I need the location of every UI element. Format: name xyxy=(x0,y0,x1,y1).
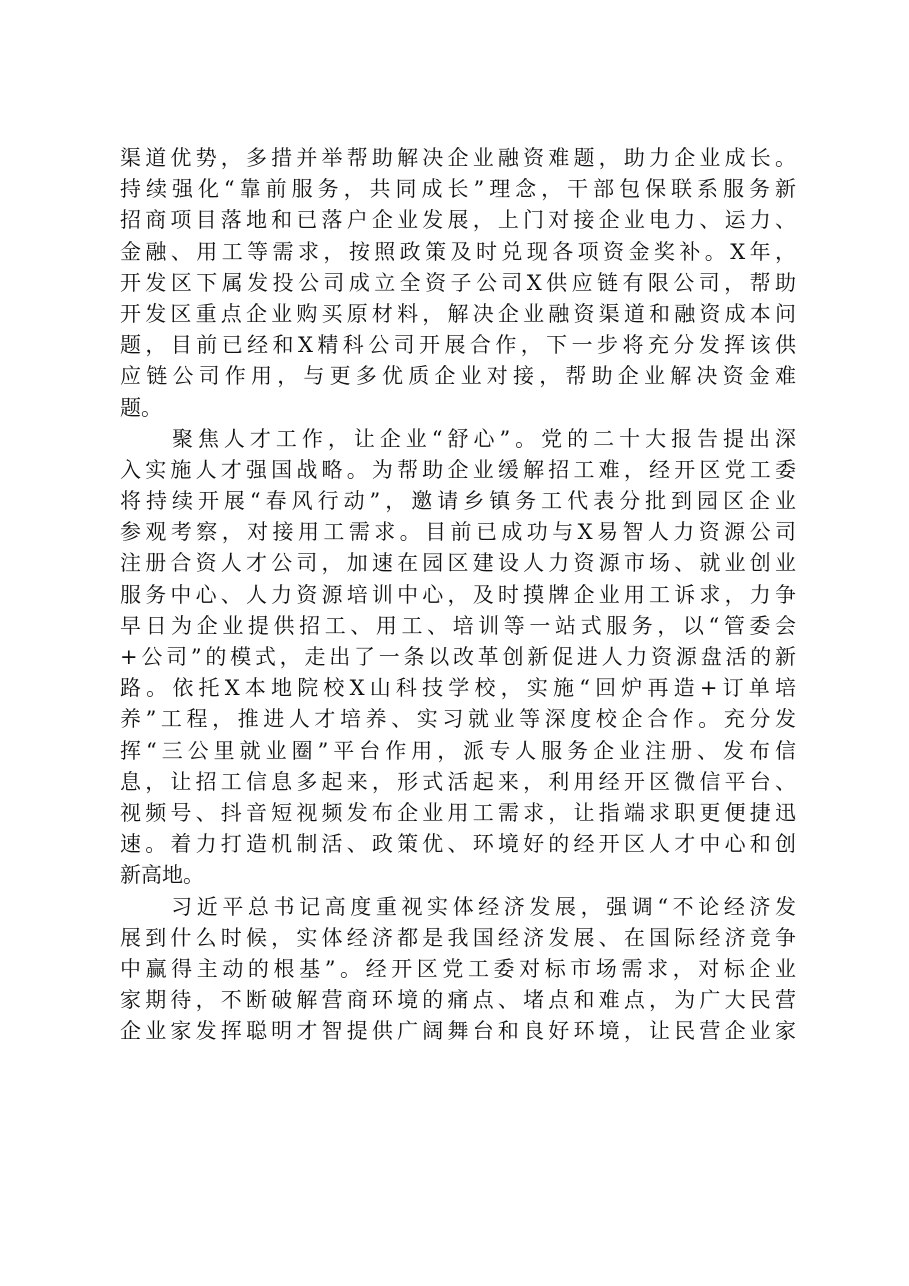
text-line: 挥“三公里就业圈”平台作用，派专人服务企业注册、发布信 xyxy=(120,738,796,763)
text-line-paragraph-end: 新高地。 xyxy=(120,863,204,888)
paragraph-start-line: 习近平总书记高度重视实体经济发展，强调“不论经济发 xyxy=(120,894,796,919)
text-line: 息，让招工信息多起来，形式活起来，利用经开区微信平台、 xyxy=(120,769,796,794)
text-line: 注册合资人才公司，加速在园区建设人力资源市场、就业创业 xyxy=(120,551,796,576)
text-line: 速。着力打造机制活、政策优、环境好的经开区人才中心和创 xyxy=(120,832,796,857)
text-line: 开发区下属发投公司成立全资子公司X供应链有限公司，帮助 xyxy=(120,270,796,295)
text-line: 企业家发挥聪明才智提供广阔舞台和良好环境，让民营企业家 xyxy=(120,1019,796,1044)
text-line: 持续强化“靠前服务，共同成长”理念，干部包保联系服务新 xyxy=(120,177,796,202)
text-line: 招商项目落地和已落户企业发展，上门对接企业电力、运力、 xyxy=(120,208,796,233)
text-line: 开发区重点企业购买原材料，解决企业融资渠道和融资成本问 xyxy=(120,301,796,326)
text-line: 题，目前已经和X精科公司开展合作，下一步将充分发挥该供 xyxy=(120,333,796,358)
text-line: 家期待，不断破解营商环境的痛点、堵点和难点，为广大民营 xyxy=(120,988,796,1013)
text-line: 服务中心、人力资源培训中心，及时摸牌企业用工诉求，力争 xyxy=(120,582,796,607)
text-line: 中赢得主动的根基”。经开区党工委对标市场需求，对标企业 xyxy=(120,956,796,981)
text-line: 展到什么时候，实体经济都是我国经济发展、在国际经济竞争 xyxy=(120,925,796,950)
text-line: 早日为企业提供招工、用工、培训等一站式服务，以“管委会 xyxy=(120,613,796,638)
text-line-paragraph-end: 题。 xyxy=(120,395,162,420)
text-line: +公司”的模式，走出了一条以改革创新促进人力资源盘活的新 xyxy=(120,645,796,669)
text-line: 参观考察，对接用工需求。目前已成功与X易智人力资源公司 xyxy=(120,520,796,545)
text-line: 入实施人才强国战略。为帮助企业缓解招工难，经开区党工委 xyxy=(120,457,796,482)
text-line: 养”工程，推进人才培养、实习就业等深度校企合作。充分发 xyxy=(120,707,796,732)
text-line: 应链公司作用，与更多优质企业对接，帮助企业解决资金难 xyxy=(120,364,796,389)
text-line: 渠道优势，多措并举帮助解决企业融资难题，助力企业成长。 xyxy=(120,146,796,170)
text-line: 将持续开展“春风行动”，邀请乡镇务工代表分批到园区企业 xyxy=(120,489,796,514)
text-line: 路。依托X本地院校X山科技学校，实施“回炉再造+订单培 xyxy=(120,676,796,701)
text-line: 金融、用工等需求，按照政策及时兑现各项资金奖补。X年， xyxy=(120,239,796,264)
paragraph-start-line: 聚焦人才工作，让企业“舒心”。党的二十大报告提出深 xyxy=(120,426,796,451)
document-body xyxy=(120,143,796,1047)
text-line: 视频号、抖音短视频发布企业用工需求，让指端求职更便捷迅 xyxy=(120,800,796,825)
